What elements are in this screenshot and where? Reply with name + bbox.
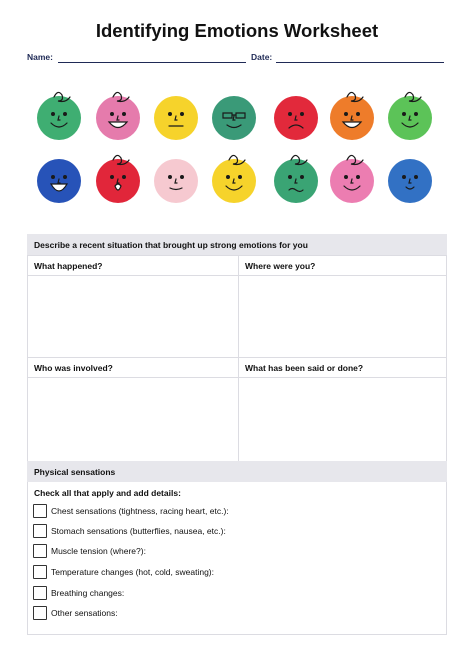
emotion-face-icon	[387, 95, 433, 141]
check-label: Chest sensations (tightness, racing heart, etc.):	[51, 506, 229, 516]
checkbox-other[interactable]	[33, 606, 47, 620]
emotion-face-icon	[329, 95, 375, 141]
check-item	[33, 543, 146, 559]
emotion-face-icon	[36, 158, 82, 204]
check-label: Temperature changes (hot, cold, sweating):	[51, 567, 215, 577]
emotion-face-icon	[329, 158, 375, 204]
check-item	[33, 605, 118, 621]
who-label: Who was involved?	[34, 363, 113, 373]
check-item	[33, 503, 229, 519]
emotion-face-icon	[273, 95, 319, 141]
check-label: Other sensations:	[51, 608, 118, 618]
where-label: Where were you?	[245, 261, 316, 271]
emotion-face-icon	[153, 158, 199, 204]
name-label: Name:	[27, 52, 53, 62]
what-happened-field[interactable]	[28, 276, 238, 357]
checkbox-muscle[interactable]	[33, 544, 47, 558]
check-label: Muscle tension (where?):	[51, 546, 146, 556]
emotion-face-icon	[95, 158, 141, 204]
where-field[interactable]	[239, 276, 446, 357]
divider	[27, 634, 447, 635]
check-item	[33, 585, 124, 601]
emotion-face-icon	[211, 95, 257, 141]
divider	[27, 357, 447, 358]
physical-header: Physical sensations	[27, 461, 447, 482]
said-done-field[interactable]	[239, 378, 446, 460]
checkbox-stomach[interactable]	[33, 524, 47, 538]
checkbox-chest[interactable]	[33, 504, 47, 518]
worksheet-title: Identifying Emotions Worksheet	[95, 20, 379, 41]
checkbox-temperature[interactable]	[33, 565, 47, 579]
situation-header: Describe a recent situation that brought up strong emotions for you	[27, 234, 447, 255]
emotion-face-icon	[95, 95, 141, 141]
checkbox-breathing[interactable]	[33, 586, 47, 600]
emotion-face-icon	[387, 158, 433, 204]
check-label: Stomach sensations (butterflies, nausea, etc.):	[51, 526, 226, 536]
emotion-face-icon	[36, 95, 82, 141]
date-label: Date:	[251, 52, 273, 62]
check-item	[33, 564, 214, 580]
check-item	[33, 523, 226, 539]
what-happened-label: What happened?	[34, 261, 103, 271]
emotion-faces	[0, 0, 474, 220]
who-field[interactable]	[28, 378, 238, 460]
said-done-label: What has been said or done?	[245, 363, 364, 373]
physical-instruction: Check all that apply and add details:	[34, 488, 181, 498]
emotion-face-icon	[153, 95, 199, 141]
emotion-face-icon	[273, 158, 319, 204]
divider	[27, 255, 447, 256]
emotion-face-icon	[211, 158, 257, 204]
check-label: Breathing changes:	[51, 588, 125, 598]
